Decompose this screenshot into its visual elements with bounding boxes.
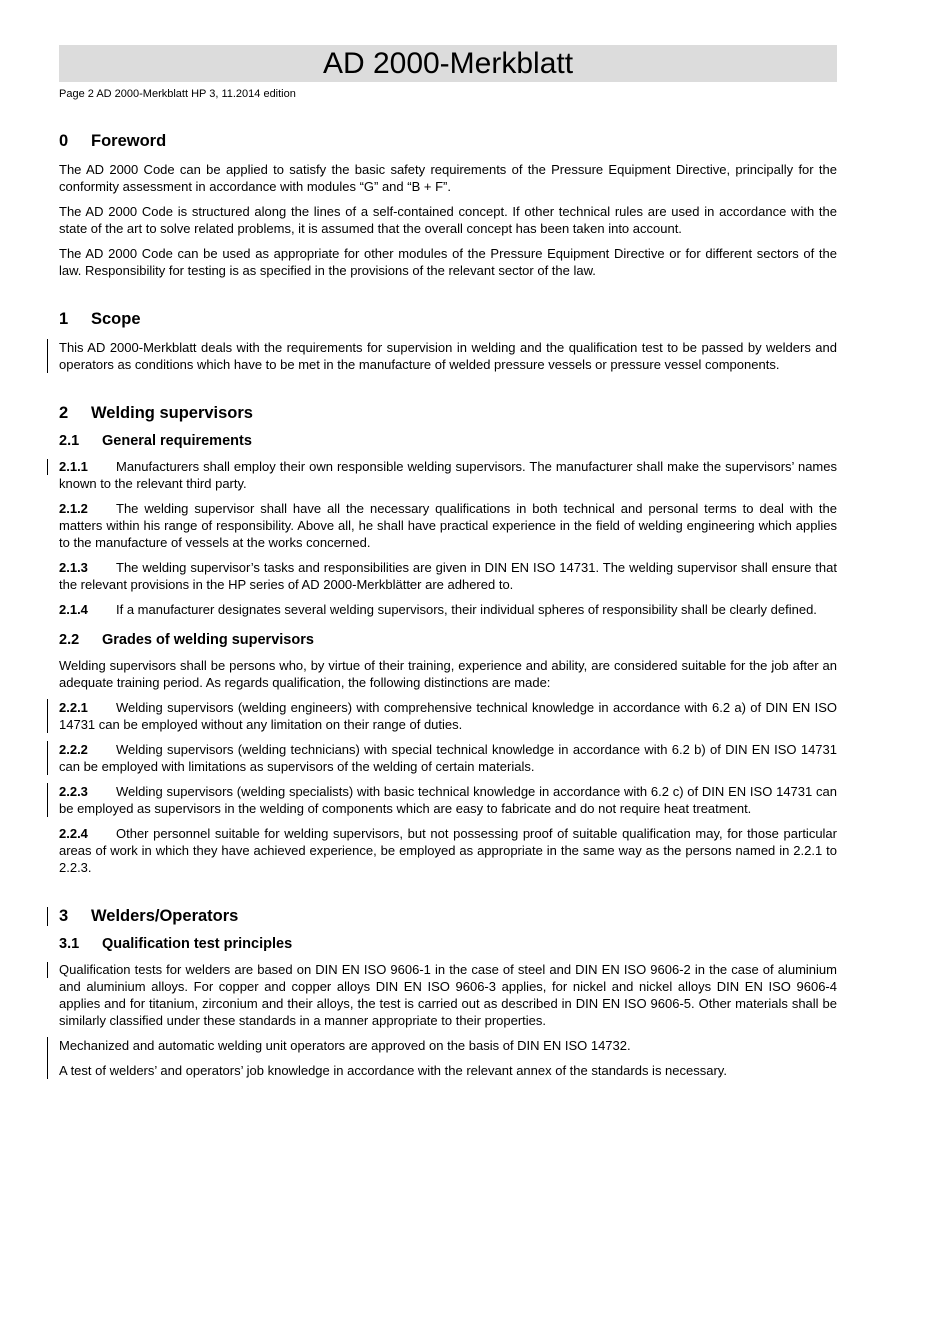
- clause-2-2-4: [59, 825, 837, 876]
- qualification-paragraph-1: [59, 961, 837, 1029]
- clause-text: The welding supervisor shall have all the necessary qualifications in both technical and personal terms to deal with the matters within his range of responsibility. Above all, he shall have practical experience in the field of welding engineering which applies to the manufacture of vessels at the works concerned.: [59, 501, 837, 550]
- clause-number: 2.2.1: [59, 700, 88, 715]
- document-body: [59, 132, 837, 1087]
- scope-text: This AD 2000-Merkblatt deals with the requirements for supervision in welding and the qualification test to be passed by welders and operators as conditions which have to be met in the manufacture of welded pressure vessels or pressure vessel components.: [59, 340, 837, 372]
- clause-2-1-4: [59, 601, 837, 618]
- clause-2-2-1: [59, 699, 837, 733]
- section-title: Foreword: [91, 132, 167, 150]
- change-bar: [47, 699, 48, 733]
- grades-intro: Welding supervisors shall be persons who, by virtue of their training, experience and ability, are considered suitable for the job after an adequate training period. As regards qualification, the following distinctions are made:: [59, 658, 837, 690]
- section-number: 1: [59, 310, 69, 328]
- change-bar: [47, 339, 48, 373]
- section-title: Scope: [91, 310, 141, 328]
- document-title: AD 2000-Merkblatt: [59, 45, 837, 82]
- section-number: 0: [59, 132, 69, 150]
- clause-2-1-2: [59, 500, 837, 551]
- clause-number: 2.1.2: [59, 501, 88, 516]
- clause-number: 2.1.3: [59, 560, 88, 575]
- subsection-title: General requirements: [102, 433, 252, 449]
- foreword-paragraph-1: The AD 2000 Code can be applied to satisfy the basic safety requirements of the Pressure Equipment Directive, principally for the conformity assessment in accordance with modules “G” and “B + F”.: [59, 162, 837, 194]
- subsection-heading-qualification-test-principles: [59, 936, 837, 952]
- change-bar: [47, 962, 48, 978]
- clause-number: 2.2.2: [59, 742, 88, 757]
- subsection-number: 2.2: [59, 632, 80, 648]
- clause-number: 2.2.3: [59, 784, 88, 799]
- qualification-paragraph-3: A test of welders’ and operators’ job knowledge in accordance with the relevant annex of the standards is necessary.: [59, 1063, 727, 1078]
- clause-number: 2.1.1: [59, 459, 88, 474]
- clause-text: Welding supervisors (welding specialists) with basic technical knowledge in accordance with 6.2 c) of DIN EN ISO 14731 can be employed as supervisors in the welding of components which are easy to fabricate and do not require heat treatment.: [59, 784, 837, 816]
- change-bar: [47, 459, 48, 475]
- clause-2-2-3: [59, 783, 837, 817]
- clause-2-1-1: [59, 458, 837, 492]
- clause-text: If a manufacturer designates several welding supervisors, their individual spheres of responsibility shall be clearly defined.: [116, 602, 817, 617]
- clause-2-1-3: [59, 559, 837, 593]
- clause-text: Welding supervisors (welding engineers) with comprehensive technical knowledge in accordance with 6.2 a) of DIN EN ISO 14731 can be employed without any limitation on their range of duties.: [59, 700, 837, 732]
- clause-2-2-2: [59, 741, 837, 775]
- clause-text: Welding supervisors (welding technicians) with special technical knowledge in accordance with 6.2 b) of DIN EN ISO 14731 can be employed with limitations as supervisors of the welding of certain materials.: [59, 742, 837, 774]
- subsection-heading-grades: [59, 632, 837, 648]
- subsection-number: 2.1: [59, 433, 80, 449]
- foreword-paragraph-2: The AD 2000 Code is structured along the lines of a self-contained concept. If other technical rules are used in accordance with the state of the art to solve related problems, it is assumed that the overall concept has been taken into account.: [59, 204, 837, 236]
- clause-text: The welding supervisor’s tasks and responsibilities are given in DIN EN ISO 14731. The welding supervisor shall ensure that the relevant provisions in the HP series of AD 2000-Merkblätter are adhered to.: [59, 560, 837, 592]
- section-number: 3: [59, 907, 69, 925]
- foreword-paragraph-3: The AD 2000 Code can be used as appropriate for other modules of the Pressure Equipment Directive or for different sectors of the law. Responsibility for testing is as specified in the provisions of the relevant sector of the law.: [59, 246, 837, 278]
- subsection-heading-general-requirements: [59, 433, 837, 449]
- page-info: Page 2 AD 2000-Merkblatt HP 3, 11.2014 edition: [59, 88, 296, 100]
- paragraph-text: Qualification tests for welders are based on DIN EN ISO 9606-1 in the case of steel and DIN EN ISO 9606-2 in the case of aluminium and aluminium alloys. For copper and copper alloys DIN EN ISO 9606-3 applies, for nickel and nickel alloys DIN EN ISO 9606-4 applies and for titanium, zirconium and their alloys, the test is carried out as described in DIN EN ISO 9606-5. Other materials shall be similarly classified under these standards in a manner appropriate to their properties.: [59, 962, 837, 1028]
- clause-number: 2.2.4: [59, 826, 88, 841]
- paragraph-text: Mechanized and automatic welding unit operators are approved on the basis of DIN EN ISO 14732.: [59, 1038, 631, 1053]
- section-heading-scope: [59, 310, 837, 329]
- change-bar: [47, 907, 48, 926]
- scope-paragraph: [59, 339, 837, 373]
- subsection-title: Grades of welding supervisors: [102, 632, 314, 648]
- subsection-number: 3.1: [59, 936, 80, 952]
- section-title: Welding supervisors: [91, 404, 253, 422]
- section-heading-welding-supervisors: [59, 404, 837, 423]
- section-number: 2: [59, 404, 69, 422]
- clause-number: 2.1.4: [59, 602, 88, 617]
- change-bar: [47, 783, 48, 817]
- subsection-title: Qualification test principles: [102, 936, 293, 952]
- section-title: Welders/Operators: [91, 907, 239, 925]
- clause-text: Other personnel suitable for welding supervisors, but not possessing proof of suitable qualification may, for those particular areas of work in which they have achieved experience, be employed as appropriate in the same way as the persons named in 2.2.1 to 2.2.3.: [59, 826, 837, 875]
- qualification-paragraph-2: [59, 1037, 837, 1054]
- change-bar: [47, 1037, 48, 1079]
- section-heading-foreword: [59, 132, 837, 151]
- clause-text: Manufacturers shall employ their own responsible welding supervisors. The manufacturer shall make the supervisors’ names known to the relevant third party.: [59, 459, 837, 491]
- change-bar: [47, 741, 48, 775]
- section-heading-welders-operators: [59, 907, 837, 926]
